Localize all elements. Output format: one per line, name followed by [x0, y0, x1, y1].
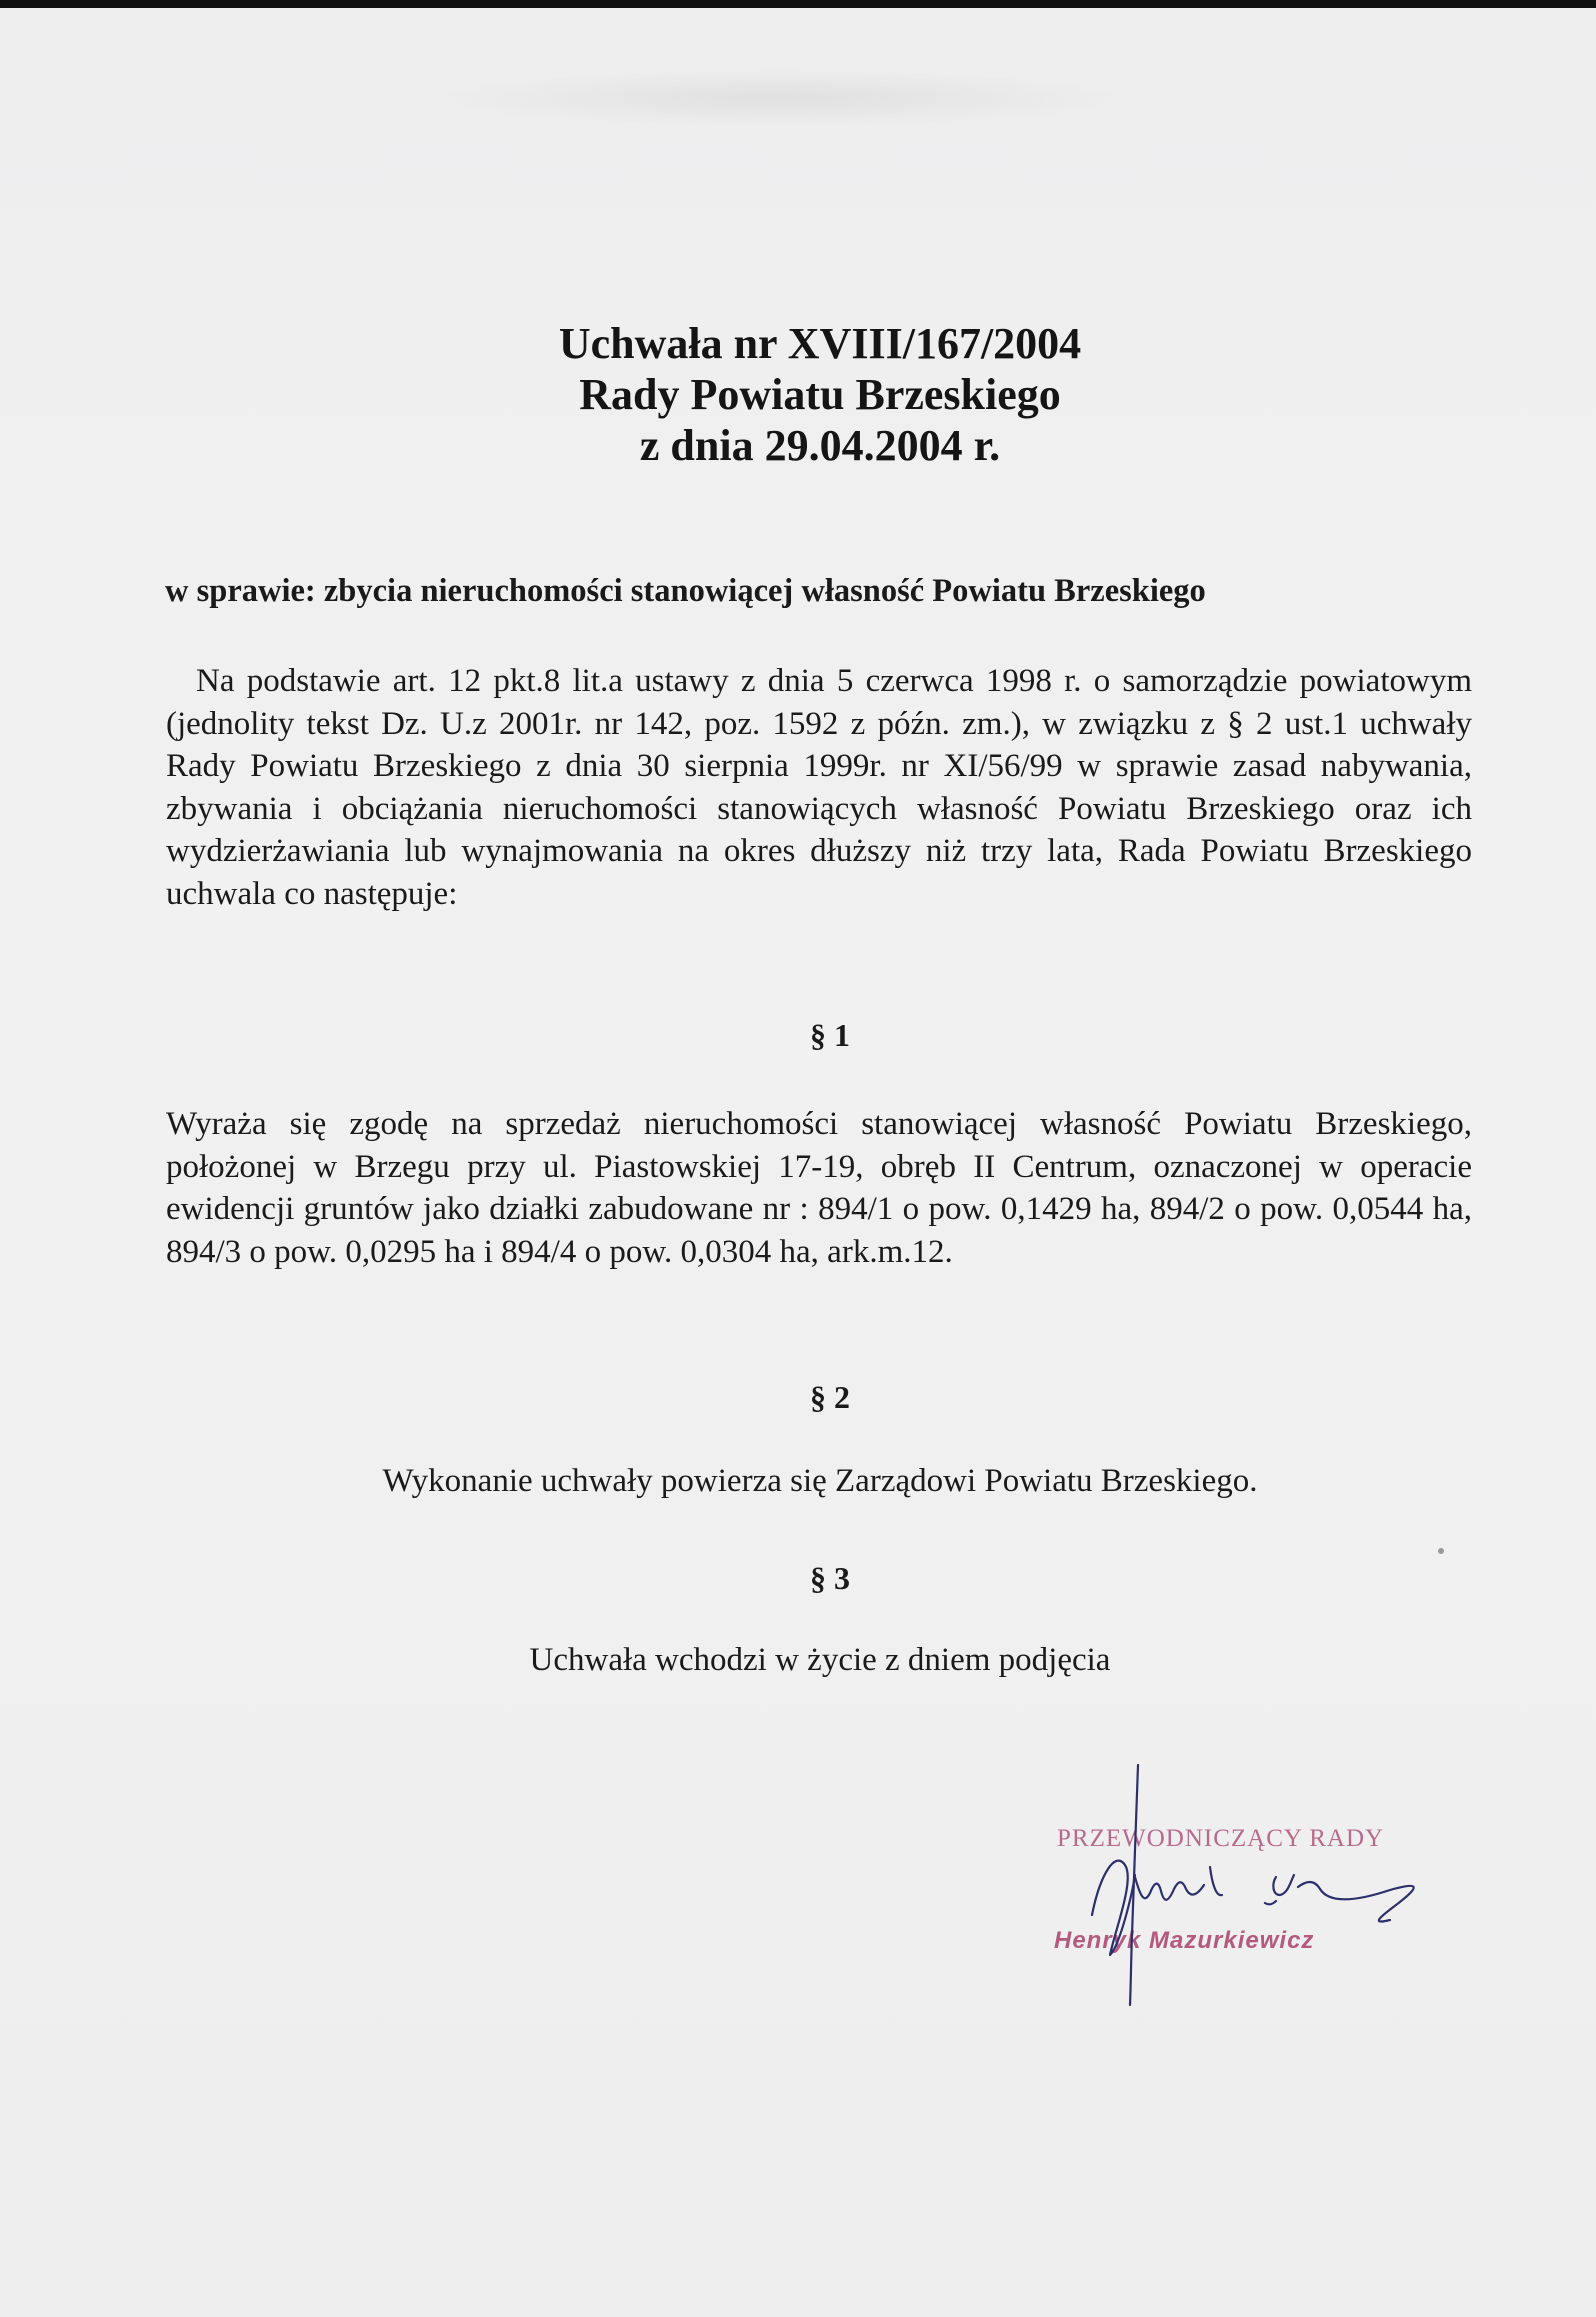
scan-top-edge	[0, 0, 1596, 8]
handwritten-signature	[1040, 1755, 1460, 2015]
stamp-name: Henryk Mazurkiewicz	[1054, 1927, 1315, 1954]
section-1-heading: § 1	[810, 1017, 850, 1053]
section-3-heading: § 3	[810, 1560, 850, 1596]
stamp-title: PRZEWODNICZĄCY RADY	[1057, 1825, 1385, 1852]
resolution-subject: w sprawie: zbycia nieruchomości stanowiącej własność Powiatu Brzeskiego	[165, 573, 1206, 609]
council-name: Rady Powiatu Brzeskiego	[579, 370, 1061, 419]
section-3-text: Uchwała wchodzi w życie z dniem podjęcia	[529, 1642, 1111, 1678]
preamble-paragraph: Na podstawie art. 12 pkt.8 lit.a ustawy z dnia 5 czerwca 1998 r. o samorządzie powiatowym (jednolity tekst Dz. U.z 2001r. nr 142, poz. 1592 z późn. zm.), w związku z § 2 ust.1 uchwały Rady Powiatu Brzeskiego z dnia 30 sierpnia 1999r. nr XI/56/99 w sprawie zasad nabywania, zbywania i obciążania nieruchomości stanowiących własność Powiatu Brzeskiego oraz ich wydzierżawiania lub wynajmowania na okres dłuższy niż trzy lata, Rada Powiatu Brzeskiego uchwala co następuje:	[166, 663, 1472, 912]
chairman-stamp	[1040, 1755, 1460, 2015]
resolution-number: Uchwała nr XVIII/167/2004	[558, 319, 1082, 368]
resolution-date: z dnia 29.04.2004 r.	[639, 421, 1001, 470]
document-header	[0, 318, 1596, 471]
section-1-text: Wyraża się zgodę na sprzedaż nieruchomości stanowiącej własność Powiatu Brzeskiego, położonej w Brzegu przy ul. Piastowskiej 17-19, obręb II Centrum, oznaczonej w operacie ewidencji gruntów jako działki zabudowane nr : 894/1 o pow. 0,1429 ha, 894/2 o pow. 0,0544 ha, 894/3 o pow. 0,0295 ha i 894/4 o pow. 0,0304 ha, ark.m.12.	[166, 1106, 1472, 1270]
scan-speck	[1438, 1548, 1444, 1554]
section-2-text: Wykonanie uchwały powierza się Zarządowi Powiatu Brzeskiego.	[382, 1463, 1258, 1499]
scan-smudge	[420, 68, 1140, 128]
section-2-heading: § 2	[810, 1379, 850, 1415]
